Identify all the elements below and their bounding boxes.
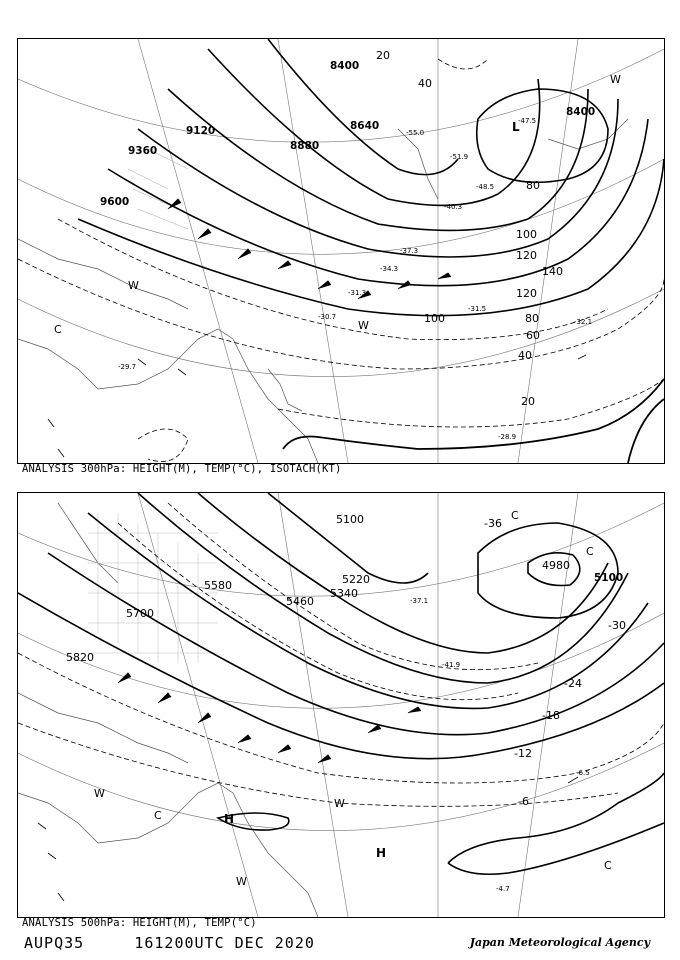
temp-label-6: -31.3 (348, 289, 367, 297)
height-label-8880: 8880 (290, 140, 320, 152)
height-label-5340: 5340 (330, 587, 358, 600)
temp-label-10: -28.9 (498, 433, 517, 441)
caption-300hpa: ANALYSIS 300hPa: HEIGHT(M), TEMP(°C), ISOTACH(KT) (22, 463, 342, 475)
hatch-region (88, 513, 218, 663)
analysis-500hpa-map (17, 492, 665, 918)
temp-label-13: -47.5 (518, 117, 537, 125)
height-label-5820: 5820 (66, 651, 94, 664)
center-warm-1: W (94, 787, 105, 800)
height-label-5700: 5700 (126, 607, 154, 620)
analysis-300hpa-map (17, 38, 665, 464)
center-warm-3: W (358, 319, 369, 332)
height-label-5580: 5580 (204, 579, 232, 592)
temp-label-minus6: -6 (518, 795, 529, 808)
temp-label-12: -55.0 (406, 129, 425, 137)
temp-label-minus24: -24 (564, 677, 582, 690)
temp-label-8: -30.7 (318, 313, 337, 321)
temp-label-minus37-1: -37.1 (410, 597, 429, 605)
height-label-8400-a: 8400 (330, 60, 360, 72)
map-300hpa-svg (18, 39, 664, 463)
isotach-label-80-right: 80 (526, 179, 540, 192)
graticule (18, 39, 664, 463)
isotach-label-100-right: 100 (516, 228, 537, 241)
hatch-region (128, 149, 188, 229)
temperature-contours (18, 503, 664, 806)
center-warm-2: W (334, 797, 345, 810)
center-warm-2: W (128, 279, 139, 292)
center-cold-2: C (511, 509, 519, 522)
isotach-label-20: 20 (521, 395, 535, 408)
temp-label-minus4-7: -4.7 (496, 885, 510, 893)
center-cold-1: C (586, 545, 594, 558)
height-label-5100-a: 5100 (336, 513, 364, 526)
temp-label-3: -40.3 (444, 203, 463, 211)
temp-label-minus36: -36 (484, 517, 502, 530)
center-cold-4: C (604, 859, 612, 872)
graticule (18, 493, 664, 917)
chart-code: AUPQ35 (24, 934, 85, 952)
isotach-label-100: 100 (424, 312, 445, 325)
height-label-5100-b: 5100 (594, 572, 624, 584)
height-label-8400-b: 8400 (566, 106, 596, 118)
center-high-1: H (224, 812, 235, 826)
isotach-label-60: 60 (526, 329, 540, 342)
temp-label-9: -29.7 (118, 363, 137, 371)
center-cold: C (54, 323, 62, 336)
high-contour (218, 773, 664, 874)
temp-label-5: -34.3 (380, 265, 399, 273)
isotach-label-20-top: 20 (376, 49, 390, 62)
agency-credit: Japan Meteorological Agency (469, 936, 650, 949)
chart-datetime: 161200UTC DEC 2020 (134, 934, 315, 952)
temp-label-1: -51.9 (450, 153, 469, 161)
isotach-label-40: 40 (518, 349, 532, 362)
temp-label-2: -48.5 (476, 183, 495, 191)
height-label-4980: 4980 (542, 559, 570, 572)
center-cold-3: C (154, 809, 162, 822)
height-label-5220: 5220 (342, 573, 370, 586)
temp-label-minus41-9: -41.9 (442, 661, 461, 669)
caption-500hpa: ANALYSIS 500hPa: HEIGHT(M), TEMP(°C) (22, 917, 257, 929)
temp-label-7: -31.5 (468, 305, 487, 313)
center-low: L (512, 120, 520, 134)
height-contours (78, 39, 664, 316)
height-label-9360: 9360 (128, 145, 158, 157)
center-warm-1: W (610, 73, 621, 86)
center-warm-3: W (236, 875, 247, 888)
wind-barbs (48, 199, 586, 463)
isotach-label-120-right: 120 (516, 249, 537, 262)
isotach-label-120: 120 (516, 287, 537, 300)
height-label-8640: 8640 (350, 120, 380, 132)
temp-label-minus12: -12 (514, 747, 532, 760)
isotach-20kt-line (283, 379, 664, 463)
height-label-9600: 9600 (100, 196, 130, 208)
chart-identifier (24, 934, 315, 952)
temp-label-minus30: -30 (608, 619, 626, 632)
center-high-2: H (376, 846, 387, 860)
temp-label-4: -37.3 (400, 247, 419, 255)
map-500hpa-svg (18, 493, 664, 917)
isotach-label-80: 80 (525, 312, 539, 325)
height-label-9120: 9120 (186, 125, 216, 137)
isotach-label-40-top: 40 (418, 77, 432, 90)
temp-label-minus6-5: -6.5 (576, 769, 590, 777)
height-label-5460: 5460 (286, 595, 314, 608)
temp-label-11: -32.1 (574, 318, 593, 326)
isotach-label-140: 140 (542, 265, 563, 278)
temp-label-minus18: -18 (542, 709, 560, 722)
